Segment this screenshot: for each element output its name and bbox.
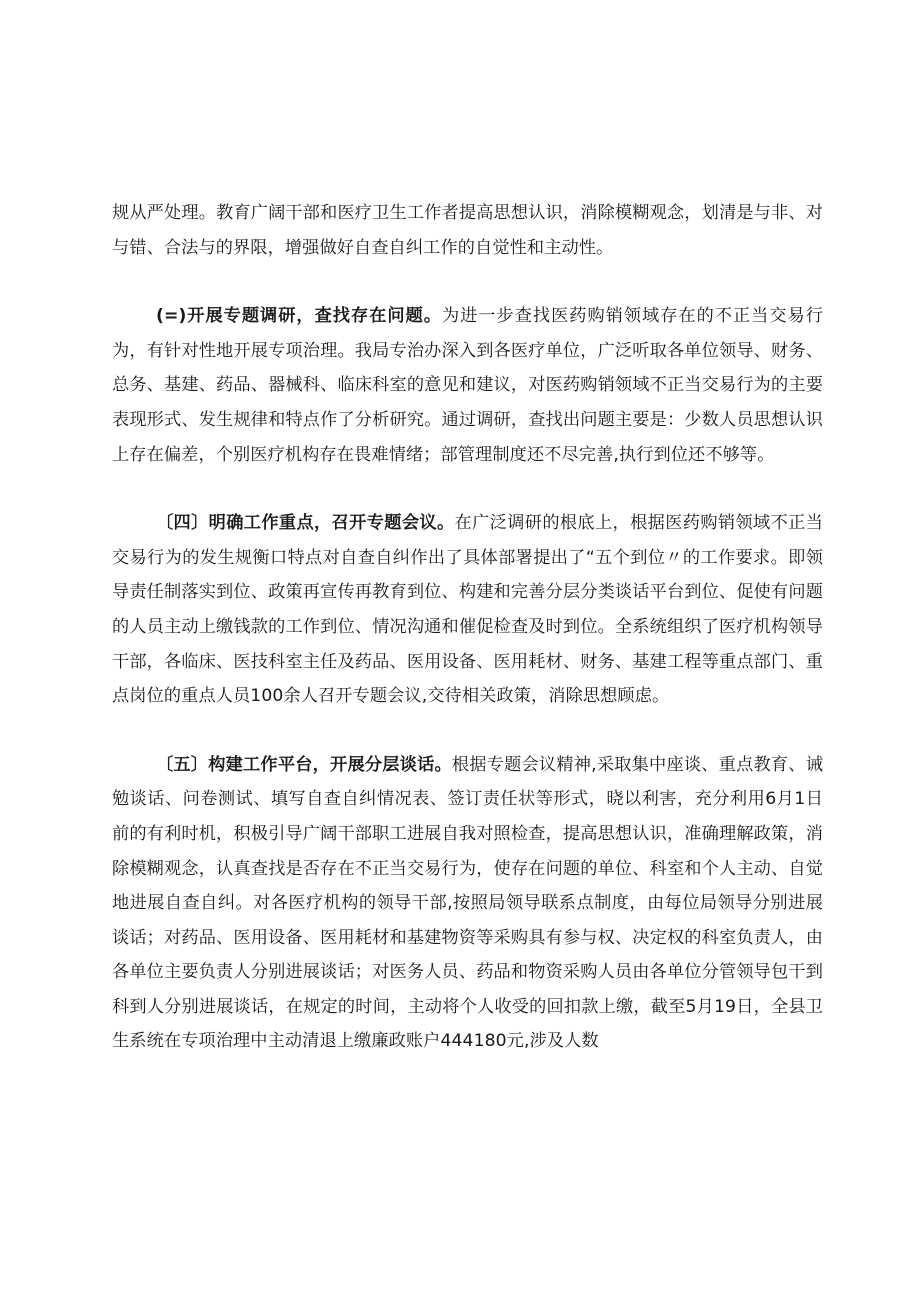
paragraph-body: 根据专题会议精神,采取集中座谈、重点教育、诫勉谈话、问卷测试、填写自查自纠情况表、签订责任状等形式，晓以利害，充分利用6月1日前的有利时机，积极引导广阔干部职工进展自我对照检查，提高思想认识，准确理解政策，消除模糊观念，认真查找是否存在不正当交易行为，使存在问题的单位、科室和个人主动、自觉地进展自查自纠。对各医疗机构的领导干部,按照局领导联系点制度，由每位局领导分别进展谈话；对药品、医用设备、医用耗材和基建物资等采购具有参与权、决定权的科室负责人，由各单位主要负责人分别进展谈话；对医务人员、药品和物资采购人员由各单位分管领导包干到科到人分别进展谈话，在规定的时间，主动将个人收受的回扣款上缴，截至5月19日，全县卫生系统在专项治理中主动清退上缴廉政账户444180元,涉及人数 (112, 754, 823, 1052)
paragraph-gap (112, 714, 823, 748)
paragraph-body: 在广泛调研的根底上，根据医药购销领域不正当交易行为的发生规衡口特点对自查自纠作出了具体部署提出了“五个到位〃的工作要求。即领导责任制落实到位、政策再宣传再教育到位、构建和完善分层分类谈话平台到位、促使有问题的人员主动上缴钱款的工作到位、情况沟通和催促检查及时到位。全系统组织了医疗机构领导干部，各临床、医技科室主任及药品、医用设备、医用耗材、财务、基建工程等重点部门、重点岗位的重点人员100余人召开专题会议,交待相关政策，消除思想顾虑。 (112, 513, 823, 707)
document-page (112, 196, 823, 1059)
paragraph-continuation (112, 196, 823, 265)
paragraph-body: 为进一步查找医药购销领域存在的不正当交易行为，有针对性地开展专项治理。我局专治办深入到各医疗单位，广泛听取各单位领导、财务、总务、基建、药品、器械科、临床科室的意见和建议，对医药购销领域不正当交易行为的主要表现形式、发生规律和特点作了分析研究。通过调研，查找出问题主要是：少数人员思想认识上存在偏差，个别医疗机构存在畏难情绪；部管理制度还不尽完善,执行到位还不够等。 (112, 306, 823, 465)
paragraph-gap (112, 472, 823, 506)
paragraph-gap (112, 265, 823, 299)
section-heading: (=)开展专题调研，查找存在问题。 (156, 306, 442, 327)
paragraph-section-5 (112, 748, 823, 1059)
paragraph-section-4 (112, 506, 823, 714)
section-heading: 〔四〕明确工作重点，召开专题会议。 (156, 513, 455, 534)
paragraph-section-3 (112, 299, 823, 472)
paragraph-body: 规从严处理。教育广阔干部和医疗卫生工作者提高思想认识，消除模糊观念，划清是与非、对与错、合法与的界限，增强做好自查自纠工作的自觉性和主动性。 (112, 203, 823, 258)
section-heading: 〔五〕构建工作平台，开展分层谈话。 (156, 754, 452, 775)
